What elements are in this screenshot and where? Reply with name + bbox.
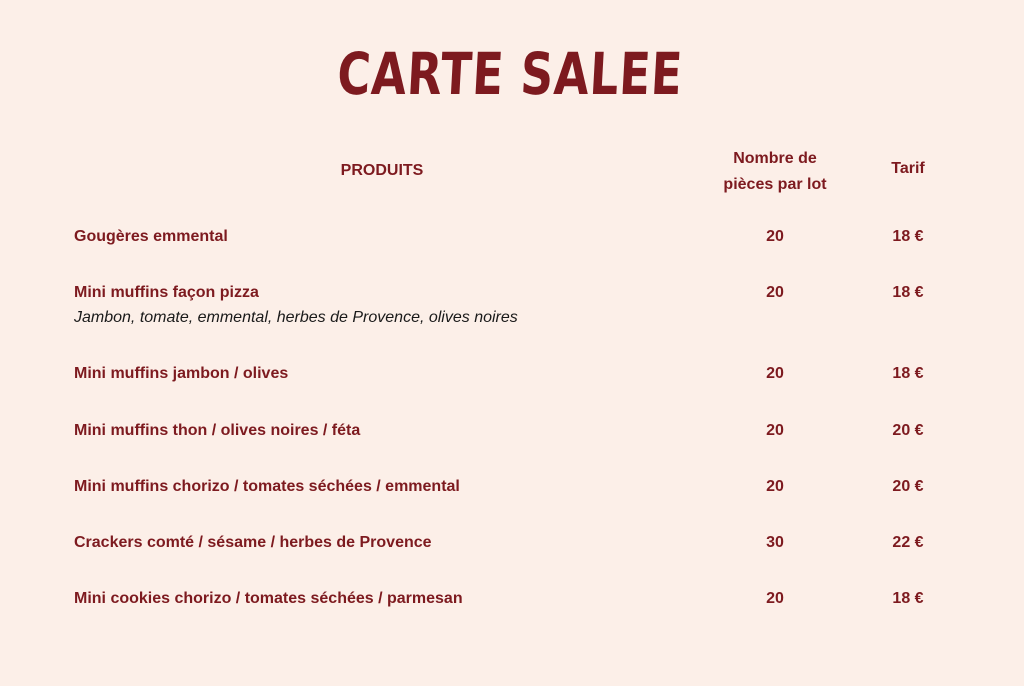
column-header-products: PRODUITS [340, 162, 424, 179]
menu-row-cookies [0, 590, 1024, 616]
item-price: 22 € [892, 534, 924, 551]
item-price: 20 € [892, 422, 924, 439]
column-header-price: Tarif [891, 160, 925, 177]
item-name: Mini muffins jambon / olives [74, 365, 289, 382]
item-price: 20 € [892, 478, 924, 495]
column-header-pieces-line2: pièces par lot [723, 176, 827, 193]
item-pieces: 20 [766, 284, 784, 301]
item-price: 18 € [892, 284, 924, 301]
column-header-pieces [700, 146, 850, 198]
column-header-pieces-line1: Nombre de [733, 150, 817, 167]
menu-row-muffins-pizza [0, 284, 1024, 326]
menu-row-muffins-jambon [0, 365, 1024, 391]
item-pieces: 20 [766, 365, 784, 382]
item-pieces: 20 [766, 478, 784, 495]
item-price: 18 € [892, 228, 924, 245]
menu-row-muffins-thon [0, 422, 1024, 448]
item-pieces: 20 [766, 228, 784, 245]
menu-row-muffins-chorizo [0, 478, 1024, 504]
item-pieces: 20 [766, 422, 784, 439]
item-name: Mini muffins chorizo / tomates séchées / emmental [74, 478, 460, 495]
item-price: 18 € [892, 590, 924, 607]
menu-row-crackers [0, 534, 1024, 560]
item-name: Mini cookies chorizo / tomates séchées / parmesan [74, 590, 463, 607]
item-name: Gougères emmental [74, 228, 228, 245]
item-name: Crackers comté / sésame / herbes de Provence [74, 534, 432, 551]
item-pieces: 20 [766, 590, 784, 607]
item-pieces: 30 [766, 534, 784, 551]
item-name: Mini muffins thon / olives noires / féta [74, 422, 361, 439]
item-price: 18 € [892, 365, 924, 382]
page-title: CARTE SALEE [335, 40, 685, 108]
item-description: Jambon, tomate, emmental, herbes de Provence, olives noires [74, 309, 518, 326]
menu-row-gougeres [0, 228, 1024, 254]
item-name: Mini muffins façon pizza [74, 284, 259, 301]
